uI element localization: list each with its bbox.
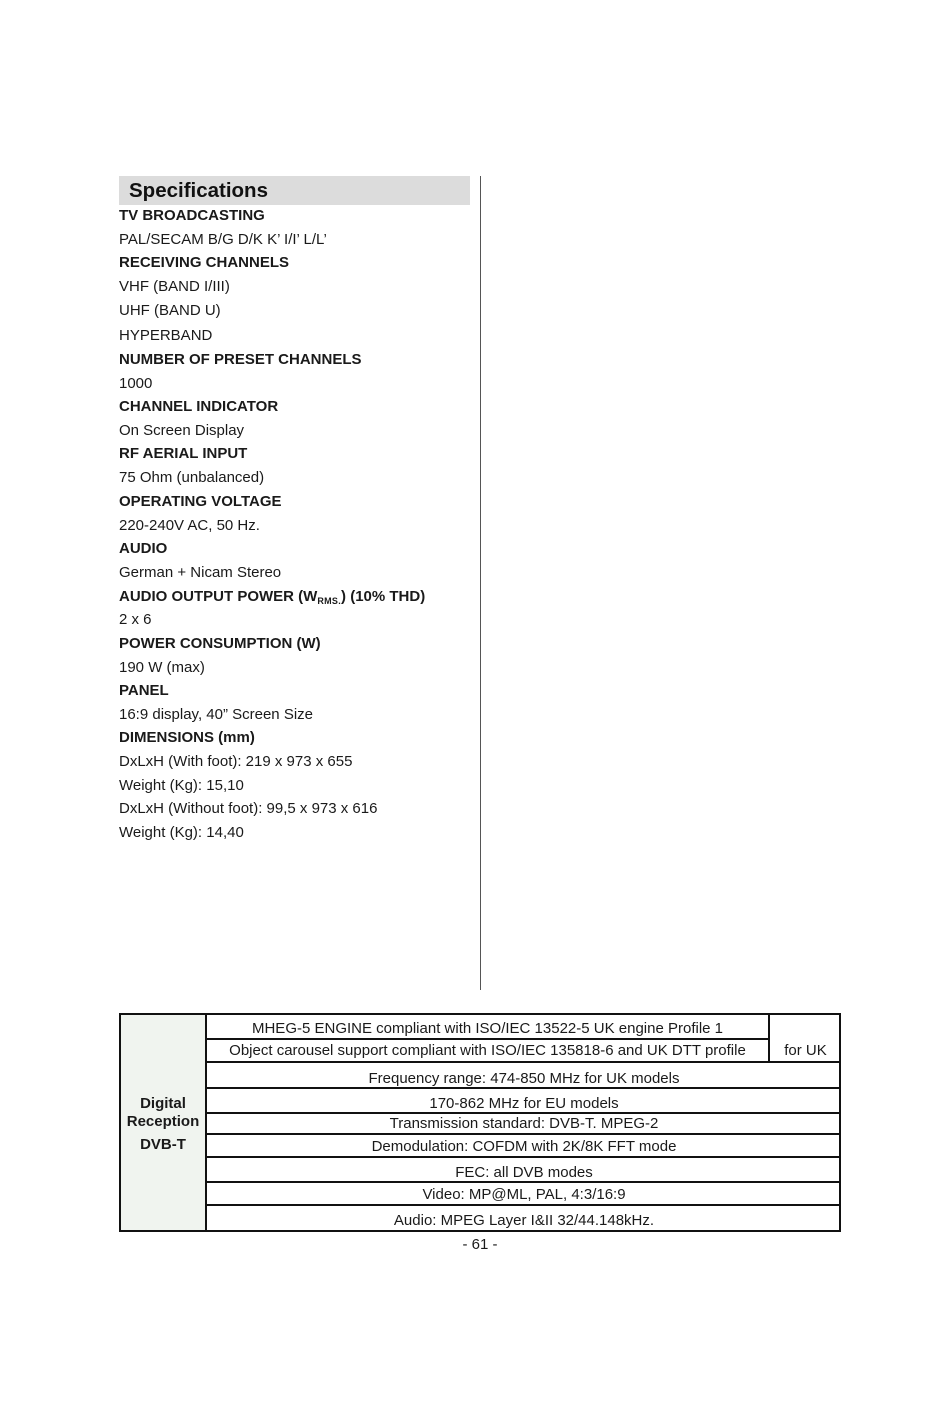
table-cell: Transmission standard: DVB-T. MPEG-2 xyxy=(389,1115,659,1132)
spec-value: 16:9 display, 40” Screen Size xyxy=(119,706,313,723)
spec-heading-operating-voltage: OPERATING VOLTAGE xyxy=(119,493,282,510)
label-dvb-t: DVB-T xyxy=(140,1136,186,1153)
spec-value: 190 W (max) xyxy=(119,659,205,676)
heading-suffix: ) (10% THD) xyxy=(341,588,426,605)
spec-value: Weight (Kg): 15,10 xyxy=(119,777,244,794)
heading-prefix: AUDIO OUTPUT POWER (W xyxy=(119,588,318,605)
table-cell: Frequency range: 474-850 MHz for UK models xyxy=(368,1070,680,1087)
spec-value: On Screen Display xyxy=(119,422,245,439)
spec-heading-power-consumption: POWER CONSUMPTION (W) xyxy=(119,635,321,652)
spec-heading-preset-channels: NUMBER OF PRESET CHANNELS xyxy=(119,351,362,368)
label-digital: Digital xyxy=(140,1095,186,1112)
row-divider xyxy=(207,1204,841,1206)
spec-value: VHF (BAND I/III) xyxy=(119,278,230,295)
column-divider xyxy=(480,176,481,990)
spec-value: HYPERBAND xyxy=(119,327,213,344)
spec-heading-channel-indicator: CHANNEL INDICATOR xyxy=(119,398,279,415)
spec-value: 2 x 6 xyxy=(119,611,152,628)
table-cell: 170-862 MHz for EU models xyxy=(429,1095,619,1112)
table-row-label-cell xyxy=(121,1015,207,1230)
rms-subscript: RMS. xyxy=(317,596,342,606)
table-cell: FEC: all DVB modes xyxy=(455,1164,593,1181)
spec-value: 75 Ohm (unbalanced) xyxy=(119,469,265,486)
row-divider xyxy=(207,1133,841,1135)
digital-reception-table xyxy=(119,1013,841,1232)
label-reception: Reception xyxy=(126,1113,200,1130)
spec-heading-dimensions: DIMENSIONS (mm) xyxy=(119,729,255,746)
spec-heading-receiving-channels: RECEIVING CHANNELS xyxy=(119,254,290,271)
spec-heading-audio-output-power xyxy=(119,588,425,610)
spec-value: DxLxH (Without foot): 99,5 x 973 x 616 xyxy=(119,800,378,817)
spec-value: 220-240V AC, 50 Hz. xyxy=(119,517,260,534)
table-cell: Video: MP@ML, PAL, 4:3/16:9 xyxy=(422,1186,626,1203)
table-cell: MHEG-5 ENGINE compliant with ISO/IEC 13522-5 UK engine Profile 1 xyxy=(251,1020,724,1037)
spec-value: Weight (Kg): 14,40 xyxy=(119,824,244,841)
section-title: Specifications xyxy=(119,176,470,205)
uk-note: for UK xyxy=(784,1042,827,1059)
table-cell: Object carousel support compliant with ISO/IEC 135818-6 and UK DTT profile xyxy=(229,1042,746,1059)
spec-heading-tv-broadcasting: TV BROADCASTING xyxy=(119,207,265,224)
table-cell: Audio: MPEG Layer I&II 32/44.148kHz. xyxy=(393,1212,655,1229)
spec-heading-panel: PANEL xyxy=(119,682,169,699)
spec-value: 1000 xyxy=(119,375,153,392)
spec-heading-audio: AUDIO xyxy=(119,540,168,557)
table-cell: Demodulation: COFDM with 2K/8K FFT mode xyxy=(371,1138,677,1155)
row-divider xyxy=(207,1038,768,1040)
row-divider xyxy=(207,1156,841,1158)
spec-value: DxLxH (With foot): 219 x 973 x 655 xyxy=(119,753,353,770)
spec-heading-rf-aerial-input: RF AERIAL INPUT xyxy=(119,445,248,462)
spec-value: UHF (BAND U) xyxy=(119,302,221,319)
row-divider xyxy=(207,1061,841,1063)
spec-value: German + Nicam Stereo xyxy=(119,564,282,581)
page-number: - 61 - xyxy=(462,1236,498,1253)
spec-value: PAL/SECAM B/G D/K K’ I/I’ L/L’ xyxy=(119,231,327,248)
